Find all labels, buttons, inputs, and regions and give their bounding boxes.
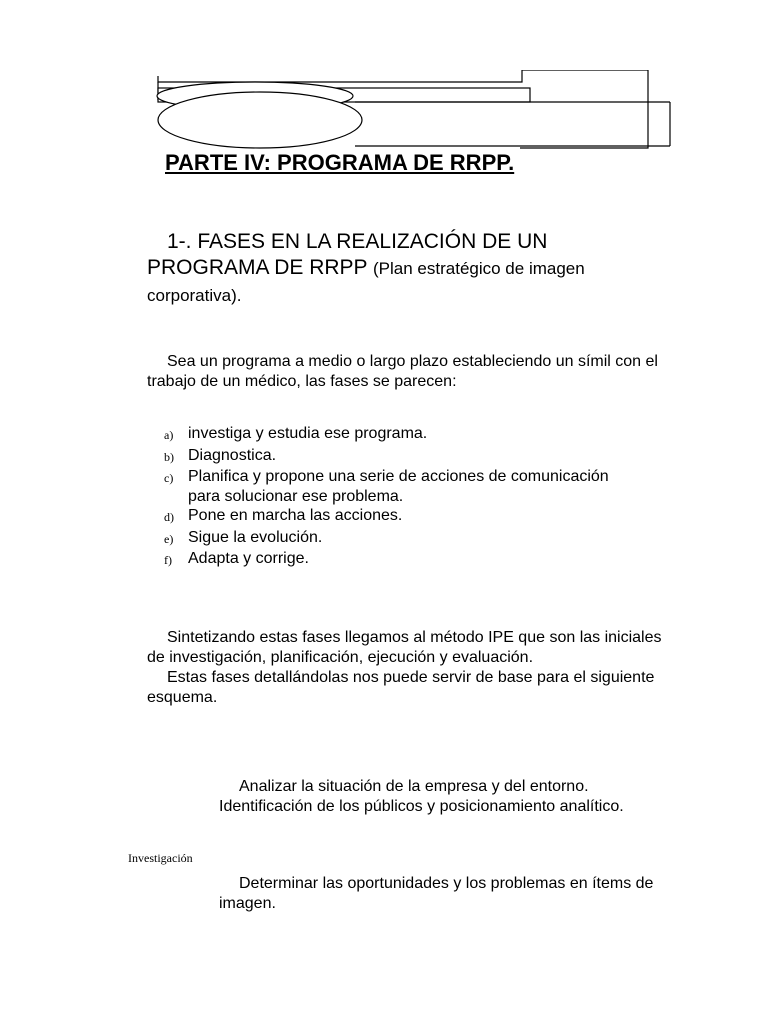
list-text: Adapta y corrige.: [188, 550, 309, 567]
list-marker: c): [164, 471, 174, 485]
list-item: [164, 446, 644, 468]
list-item: [164, 506, 644, 528]
scheme-step-2-text: Determinar las oportunidades y los problemas en ítems de imagen.: [219, 875, 654, 912]
list-item: [164, 424, 644, 446]
list-text: Pone en marcha las acciones.: [188, 507, 403, 524]
section-heading: [147, 229, 667, 309]
list-marker: d): [164, 510, 174, 524]
list-marker: e): [164, 531, 174, 546]
list-marker: a): [164, 428, 174, 442]
scheme-label-investigacion: Investigación: [128, 851, 193, 865]
header-ellipse-bottom: [158, 92, 362, 148]
list-marker: b): [164, 449, 174, 464]
list-text: Diagnostica.: [188, 446, 277, 464]
summary-text-2: [147, 668, 667, 708]
section-heading-main: 1-. FASES EN LA REALIZACIÓN DE UN PROGRAMA DE RRPP: [147, 230, 548, 279]
section-heading-note: (Plan estratégico de imagen corporativa).: [147, 259, 585, 305]
list-marker: f): [164, 553, 172, 567]
list-item: [164, 549, 644, 571]
summary-line-1: Sintetizando estas fases llegamos al método IPE que son las iniciales de investigación, planificación, ejecución y evaluación.: [147, 629, 662, 666]
header-decoration: [150, 70, 675, 152]
phases-list: [164, 424, 644, 571]
list-text: investiga y estudia ese programa.: [188, 425, 428, 442]
list-item: [164, 528, 644, 550]
scheme-step-analysis: [219, 777, 659, 817]
list-text: Planifica y propone una serie de acciones de comunicación para solucionar ese problema.: [188, 468, 609, 505]
scheme-step-opportunities: [219, 874, 659, 914]
list-item: [164, 467, 644, 506]
list-text: Sigue la evolución.: [188, 528, 323, 546]
intro-text: Sea un programa a medio o largo plazo estableciendo un símil con el trabajo de un médico, las fases se parecen:: [147, 353, 658, 390]
summary-text-1: [147, 628, 667, 668]
scheme-step-1-text: Analizar la situación de la empresa y del entorno. Identificación de los públicos y posicionamiento analítico.: [219, 778, 624, 815]
summary-line-2: Estas fases detallándolas nos puede servir de base para el siguiente esquema.: [147, 669, 655, 706]
summary-paragraph: [147, 628, 667, 708]
page-title: PARTE IV: PROGRAMA DE RRPP.: [165, 150, 515, 175]
intro-paragraph: [147, 352, 667, 392]
